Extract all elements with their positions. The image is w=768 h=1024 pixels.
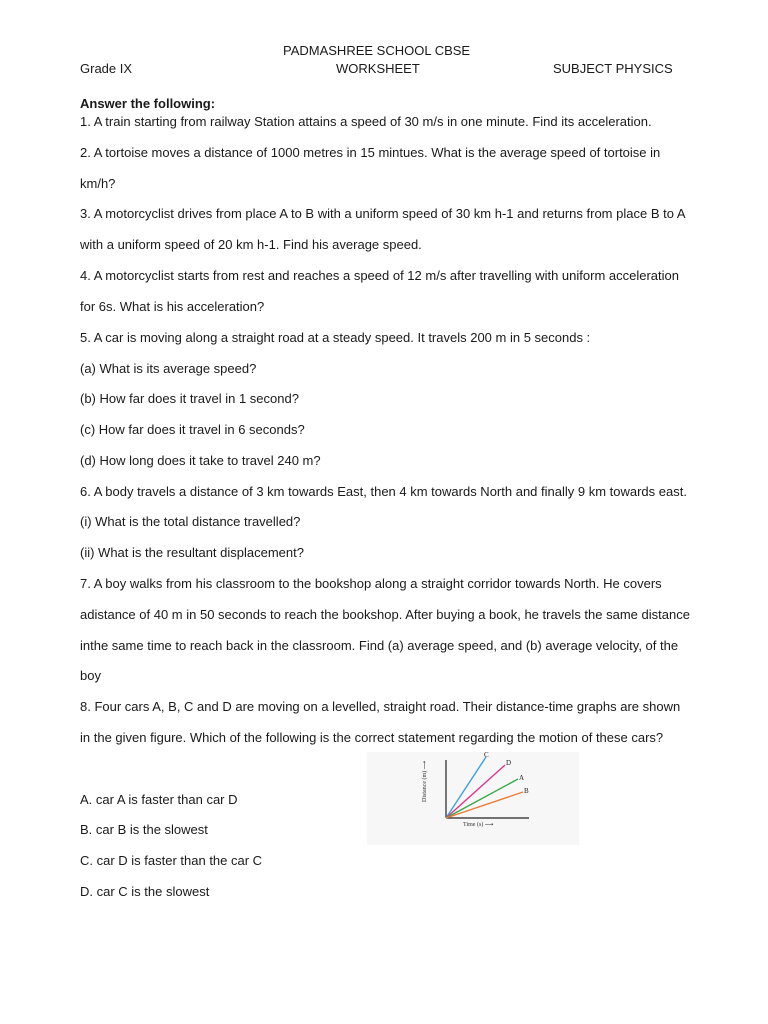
question-5c: (c) How far does it travel in 6 seconds? [80, 422, 305, 437]
distance-time-figure [367, 752, 579, 845]
option-c: C. car D is faster than the car C [80, 853, 263, 868]
grade-label: Grade IX [80, 61, 133, 76]
option-b: B. car B is the slowest [80, 822, 208, 837]
question-5b: (b) How far does it travel in 1 second? [80, 391, 299, 406]
question-6i: (i) What is the total distance travelled? [80, 514, 301, 529]
x-axis-label: Time (s) ⟶ [463, 822, 494, 828]
question-4-line-1: 4. A motorcyclist starts from rest and reaches a speed of 12 m/s after travelling with uniform acceleration [80, 268, 679, 283]
question-6: 6. A body travels a distance of 3 km towards East, then 4 km towards North and finally 9 km towards east. [80, 484, 687, 499]
instructions-heading: Answer the following: [80, 96, 216, 111]
question-2-line-2: km/h? [80, 176, 116, 191]
school-name: PADMASHREE SCHOOL CBSE [283, 43, 471, 58]
label-car-a: A [519, 774, 525, 782]
line-car-b [446, 792, 523, 818]
question-4-line-2: for 6s. What is his acceleration? [80, 299, 265, 314]
label-car-b: B [524, 787, 529, 795]
question-3-line-1: 3. A motorcyclist drives from place A to B with a uniform speed of 30 km h-1 and returns from place B to A [80, 206, 686, 221]
subject-label: SUBJECT PHYSICS [553, 61, 673, 76]
option-a: A. car A is faster than car D [80, 792, 238, 807]
worksheet-label: WORKSHEET [336, 61, 420, 76]
question-7-line-2: adistance of 40 m in 50 seconds to reach the bookshop. After buying a book, he travels the same distance [80, 607, 690, 622]
option-d: D. car C is the slowest [80, 884, 210, 899]
question-2-line-1: 2. A tortoise moves a distance of 1000 metres in 15 mintues. What is the average speed of tortoise in [80, 145, 661, 160]
question-7-line-4: boy [80, 668, 101, 683]
question-7-line-1: 7. A boy walks from his classroom to the bookshop along a straight corridor towards North. He covers [80, 576, 662, 591]
question-7-line-3: inthe same time to reach back in the classroom. Find (a) average speed, and (b) average velocity, of the [80, 638, 679, 653]
question-5a: (a) What is its average speed? [80, 361, 257, 376]
question-5d: (d) How long does it take to travel 240 m? [80, 453, 321, 468]
question-8-line-1: 8. Four cars A, B, C and D are moving on a levelled, straight road. Their distance-time graphs are shown [80, 699, 681, 714]
question-8-line-2: in the given figure. Which of the following is the correct statement regarding the motion of these cars? [80, 730, 664, 745]
question-5: 5. A car is moving along a straight road at a steady speed. It travels 200 m in 5 seconds : [80, 330, 591, 345]
distance-time-graph [367, 752, 579, 845]
y-axis-label: Distance (m) ⟶ [422, 760, 428, 802]
question-1: 1. A train starting from railway Station attains a speed of 30 m/s in one minute. Find its acceleration. [80, 114, 652, 129]
question-3-line-2: with a uniform speed of 20 km h-1. Find his average speed. [80, 237, 422, 252]
label-car-d: D [506, 759, 512, 767]
label-car-c: C [484, 752, 489, 759]
question-6ii: (ii) What is the resultant displacement? [80, 545, 304, 560]
